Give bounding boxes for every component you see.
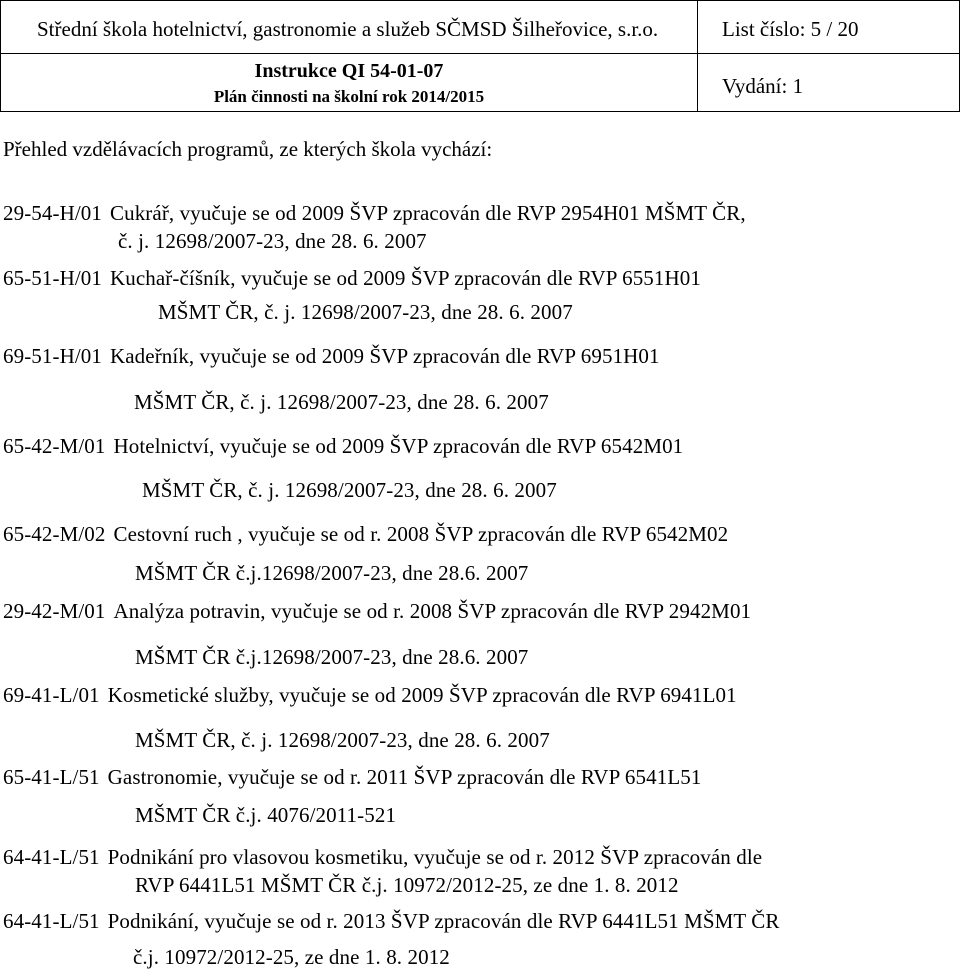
- instruction-title: Instrukce QI 54-01-07: [254, 60, 444, 82]
- program-code: 29-54-H/01: [3, 201, 102, 225]
- program-approval: MŠMT ČR, č. j. 12698/2007-23, dne 28. 6. 2007: [158, 300, 573, 324]
- list-item: [3, 344, 668, 369]
- list-item: [3, 266, 709, 291]
- program-code: 65-41-L/51: [3, 765, 100, 789]
- intro-text: Přehled vzdělávacích programů, ze kterých škola vychází:: [3, 137, 493, 161]
- list-item: [3, 201, 754, 226]
- program-code: 65-42-M/01: [3, 434, 106, 458]
- program-approval: č. j. 12698/2007-23, dne 28. 6. 2007: [118, 229, 427, 253]
- program-description: Kosmetické služby, vyučuje se od 2009 ŠVP zpracován dle RVP 6941L01: [107, 683, 737, 707]
- program-code: 29-42-M/01: [3, 599, 106, 623]
- program-description: Cukrář, vyučuje se od 2009 ŠVP zpracován dle RVP 2954H01 MŠMT ČR,: [110, 201, 746, 225]
- program-code: 64-41-L/51: [3, 845, 100, 869]
- program-approval: RVP 6441L51 MŠMT ČR č.j. 10972/2012-25, ze dne 1. 8. 2012: [135, 873, 679, 897]
- program-code: 65-51-H/01: [3, 266, 102, 290]
- school-name: Střední škola hotelnictví, gastronomie a služeb SČMSD Šilheřovice, s.r.o.: [1, 1, 698, 54]
- instruction-block: [1, 54, 698, 111]
- program-description: Kadeřník, vyučuje se od 2009 ŠVP zpracován dle RVP 6951H01: [110, 344, 660, 368]
- edition-number: Vydání: 1: [722, 74, 804, 98]
- list-item: [3, 599, 759, 624]
- program-approval: č.j. 10972/2012-25, ze dne 1. 8. 2012: [133, 945, 450, 969]
- program-code: 69-51-H/01: [3, 344, 102, 368]
- program-approval: MŠMT ČR č.j. 4076/2011-521: [135, 803, 397, 827]
- program-description: Gastronomie, vyučuje se od r. 2011 ŠVP zpracován dle RVP 6541L51: [107, 765, 702, 789]
- program-approval: MŠMT ČR č.j.12698/2007-23, dne 28.6. 2007: [135, 561, 529, 585]
- list-item: [3, 909, 788, 934]
- list-item: [3, 845, 770, 870]
- program-description: Cestovní ruch , vyučuje se od r. 2008 ŠVP zpracován dle RVP 6542M02: [113, 522, 729, 546]
- program-description: Podnikání, vyučuje se od r. 2013 ŠVP zpracován dle RVP 6441L51 MŠMT ČR: [107, 909, 780, 933]
- program-code: 65-42-M/02: [3, 522, 106, 546]
- program-code: 69-41-L/01: [3, 683, 100, 707]
- program-description: Podnikání pro vlasovou kosmetiku, vyučuje se od r. 2012 ŠVP zpracován dle: [107, 845, 763, 869]
- list-item: [3, 765, 709, 790]
- program-approval: MŠMT ČR, č. j. 12698/2007-23, dne 28. 6. 2007: [135, 728, 550, 752]
- list-item: [3, 434, 691, 459]
- program-approval: MŠMT ČR, č. j. 12698/2007-23, dne 28. 6. 2007: [134, 390, 549, 414]
- list-item: [3, 522, 736, 547]
- list-item: [3, 683, 745, 708]
- program-code: 64-41-L/51: [3, 909, 100, 933]
- program-approval: MŠMT ČR, č. j. 12698/2007-23, dne 28. 6. 2007: [142, 478, 557, 502]
- program-approval: MŠMT ČR č.j.12698/2007-23, dne 28.6. 2007: [135, 645, 529, 669]
- instruction-subtitle: Plán činnosti na školní rok 2014/2015: [213, 87, 485, 106]
- document-header: [0, 0, 960, 112]
- program-description: Hotelnictví, vyučuje se od 2009 ŠVP zpracován dle RVP 6542M01: [113, 434, 684, 458]
- program-description: Kuchař-číšník, vyučuje se od 2009 ŠVP zpracován dle RVP 6551H01: [110, 266, 701, 290]
- program-description: Analýza potravin, vyučuje se od r. 2008 ŠVP zpracován dle RVP 2942M01: [113, 599, 752, 623]
- page-number: List číslo: 5 / 20: [698, 1, 959, 54]
